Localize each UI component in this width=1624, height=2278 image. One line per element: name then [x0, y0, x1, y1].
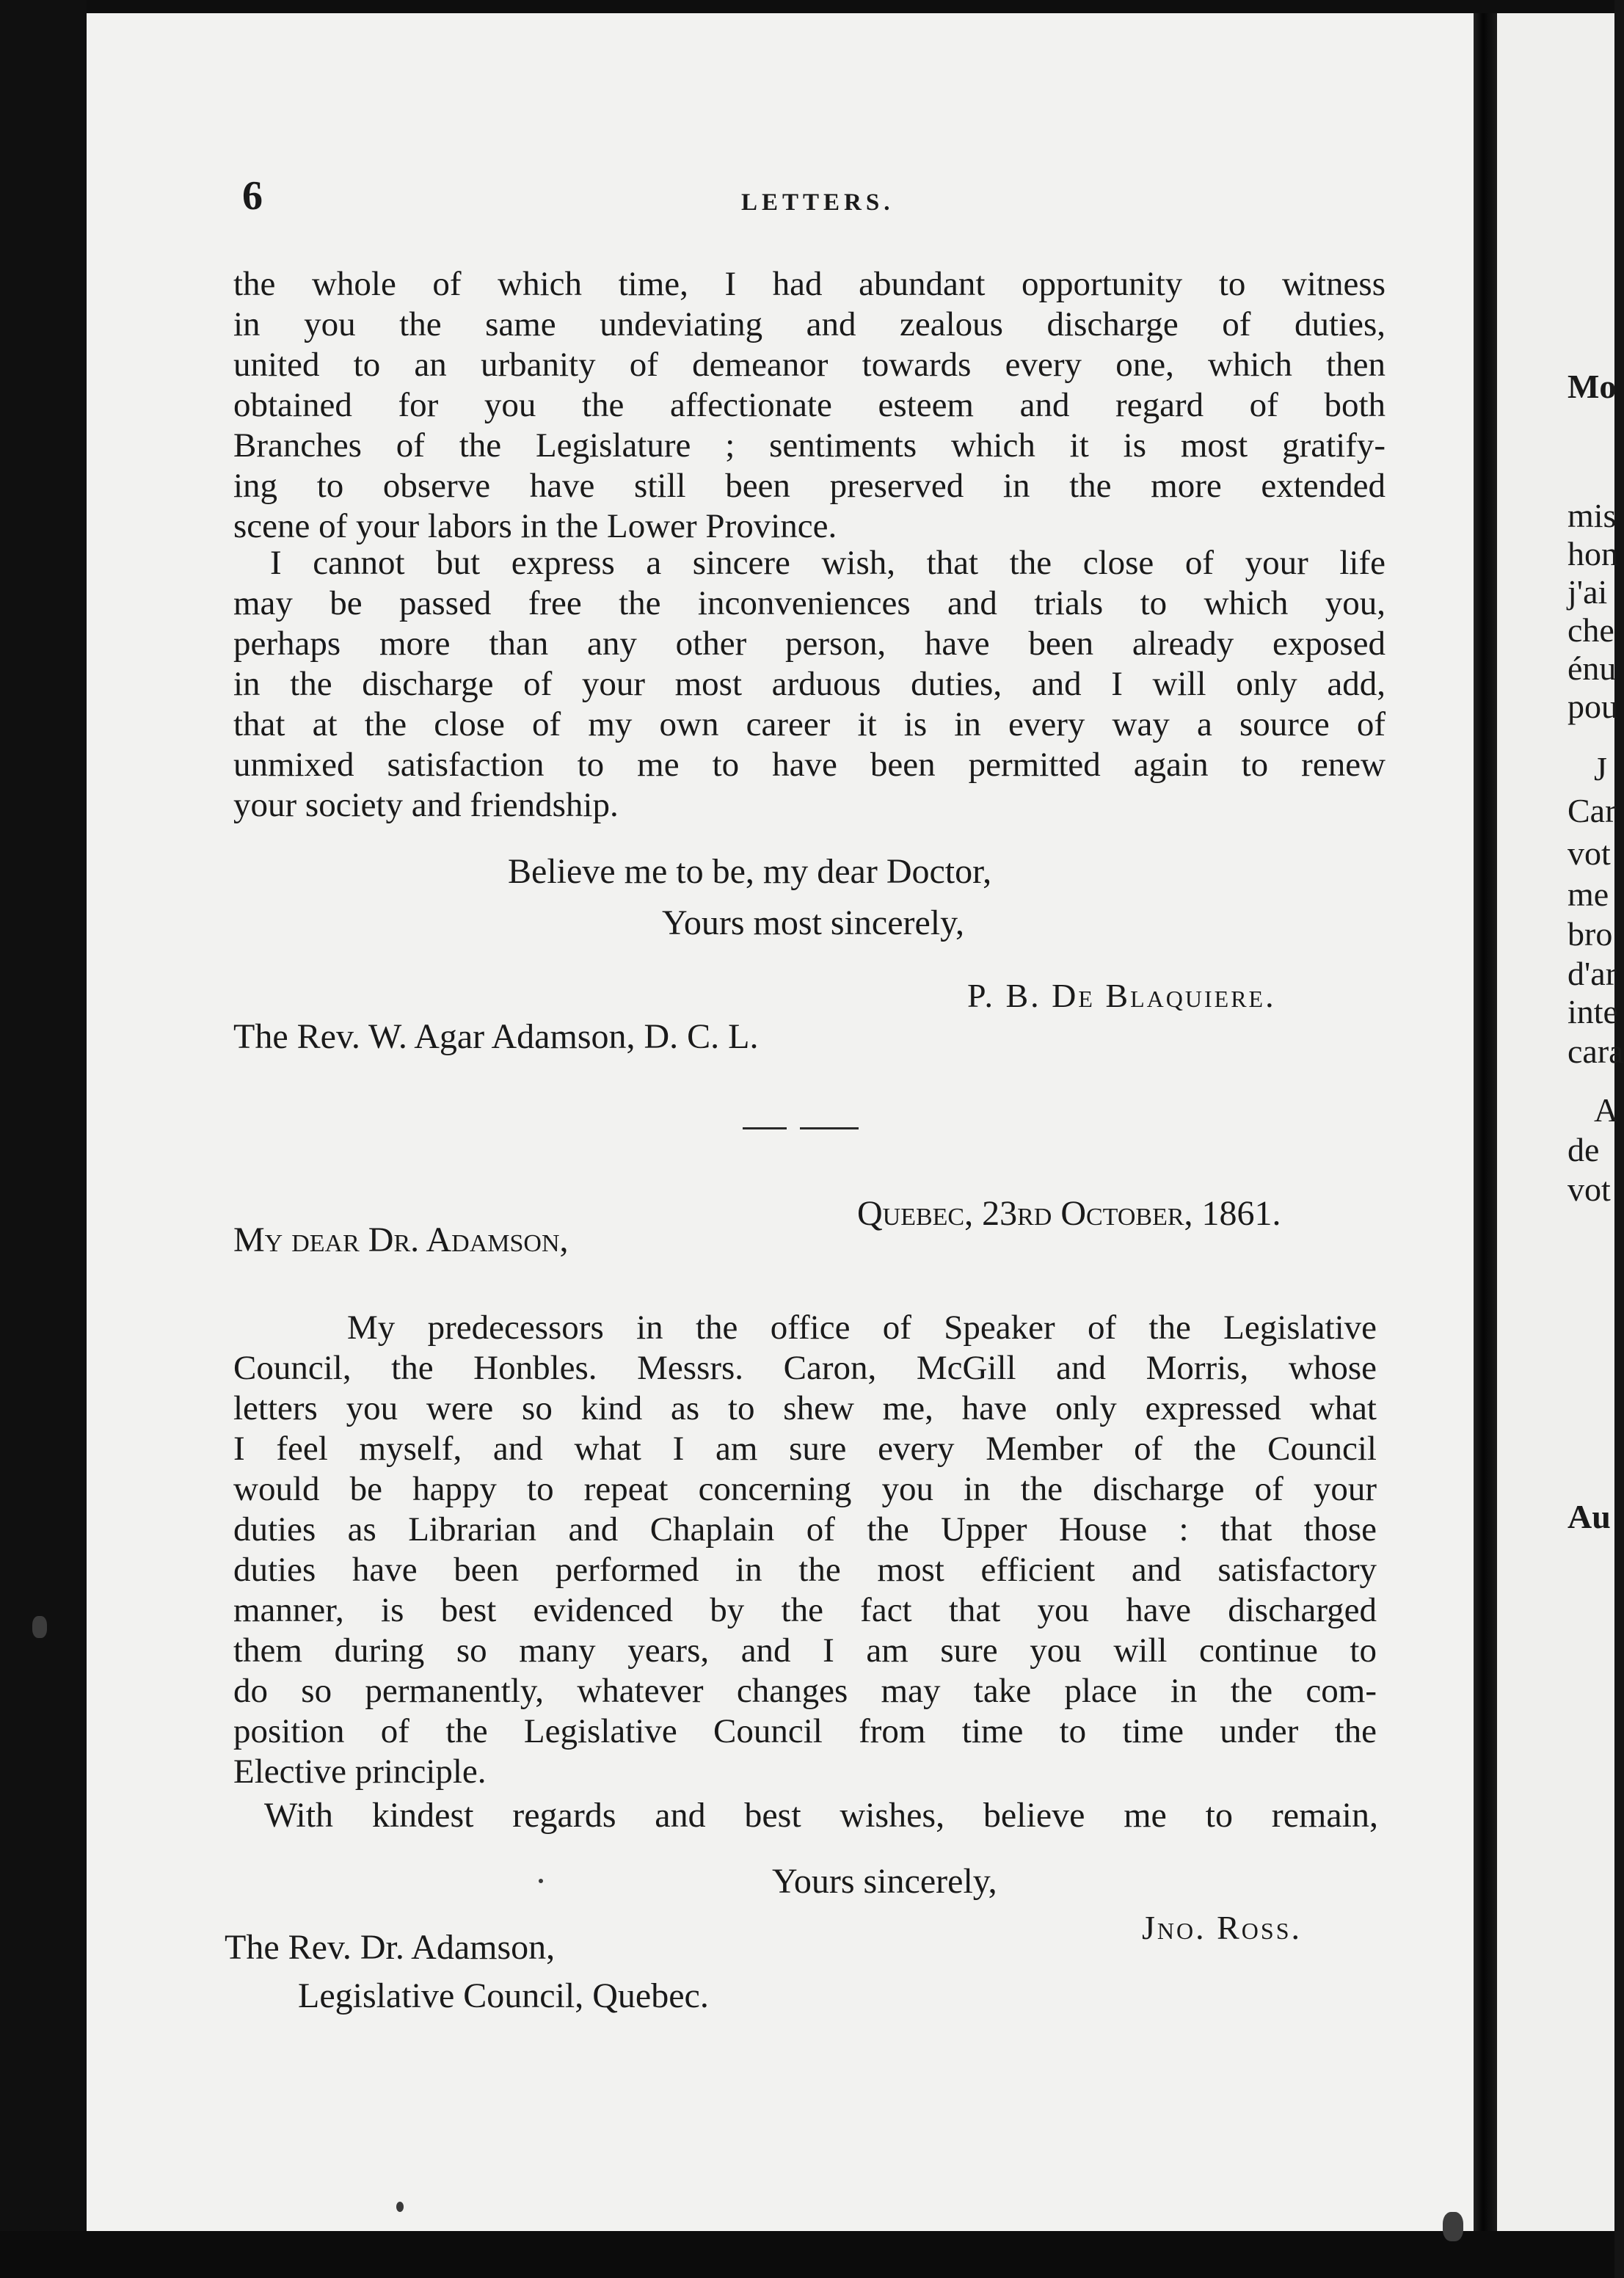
letter1-complimentary-close: Yours most sincerely, — [662, 903, 965, 942]
letter2-complimentary-close: Yours sincerely, — [772, 1862, 997, 1901]
text-line: manner, is best evidenced by the fact that you have discharged — [233, 1591, 1377, 1629]
facing-fragment: mis — [1567, 497, 1617, 534]
text-line: letters you were so kind as to shew me, have only expressed what — [233, 1389, 1377, 1427]
text-line: would be happy to repeat concerning you in the discharge of your — [233, 1470, 1377, 1508]
scan-speck — [396, 2202, 404, 2212]
text-line: in the discharge of your most arduous duties, and I will only add, — [233, 665, 1386, 703]
facing-fragment: che — [1567, 611, 1614, 649]
facing-fragment: de — [1567, 1131, 1600, 1168]
facing-fragment: pou — [1567, 688, 1618, 725]
facing-page-edge — [1497, 13, 1624, 2231]
facing-fragment: vot — [1567, 1171, 1611, 1208]
text-line: that at the close of my own career it is in every way a source of — [233, 705, 1386, 743]
letter2-place-date: Quebec, 23rd October, 1861. — [857, 1194, 1281, 1233]
letter1-closing: Believe me to be, my dear Doctor, — [508, 852, 992, 891]
text-line: position of the Legislative Council from time to time under the — [233, 1712, 1377, 1750]
facing-fragment: cara — [1567, 1033, 1624, 1070]
text-line: in you the same undeviating and zealous discharge of duties, — [233, 305, 1386, 343]
text-line: I feel myself, and what I am sure every Member of the Council — [233, 1430, 1377, 1468]
text-line: duties as Librarian and Chaplain of the Upper House : that those — [233, 1510, 1377, 1549]
facing-fragment: d'ar — [1567, 955, 1617, 992]
text-line: perhaps more than any other person, have been already exposed — [233, 625, 1386, 663]
text-line: Council, the Honbles. Messrs. Caron, McGill and Morris, whose — [233, 1349, 1377, 1387]
text-line: them during so many years, and I am sure you will continue to — [233, 1631, 1377, 1670]
scan-speck — [539, 1879, 543, 1883]
facing-fragment: Car — [1567, 792, 1617, 829]
text-line: the whole of which time, I had abundant opportunity to witness — [233, 265, 1386, 303]
scan-border-left — [0, 0, 87, 2278]
facing-fragment: bro — [1567, 915, 1613, 953]
book-gutter — [1474, 13, 1497, 2231]
facing-fragment: Au — [1567, 1498, 1611, 1535]
scan-smudge — [32, 1616, 47, 1638]
letter1-paragraph-1 — [233, 264, 1386, 547]
text-line: Elective principle. — [233, 1753, 487, 1791]
facing-fragment: hon — [1567, 535, 1618, 572]
letter2-closing: With kindest regards and best wishes, believe me to remain, — [264, 1796, 1378, 1835]
letter2-addressee-name: The Rev. Dr. Adamson, — [225, 1928, 556, 1967]
text-line: your society and friendship. — [233, 786, 619, 824]
text-line: unmixed satisfaction to me to have been permitted again to renew — [233, 746, 1386, 784]
facing-fragment: Mo — [1567, 368, 1617, 405]
text-line: duties have been performed in the most efficient and satisfactory — [233, 1551, 1377, 1589]
text-line: I cannot but express a sincere wish, that the close of your life — [270, 544, 1386, 582]
facing-fragment: A — [1594, 1091, 1619, 1129]
letter1-paragraph-2 — [233, 543, 1386, 826]
scan-border-bottom — [0, 2231, 1614, 2278]
text-line: united to an urbanity of demeanor towards every one, which then — [233, 346, 1386, 384]
scan-border-top — [0, 0, 1614, 13]
section-divider — [743, 1127, 787, 1129]
letter2-signature: Jno. Ross. — [1142, 1909, 1303, 1946]
text-line: obtained for you the affectionate esteem and regard of both — [233, 386, 1386, 424]
facing-fragment: énu — [1567, 649, 1617, 687]
facing-fragment: J — [1594, 750, 1607, 787]
letter2-addressee-place: Legislative Council, Quebec. — [298, 1976, 709, 2015]
section-divider — [800, 1127, 859, 1129]
text-line: may be passed free the inconveniences and trials to which you, — [233, 584, 1386, 622]
scan-smudge — [1443, 2212, 1463, 2241]
letter2-salutation: My dear Dr. Adamson, — [233, 1220, 569, 1259]
text-line: My predecessors in the office of Speaker of the Legislative — [347, 1309, 1377, 1347]
letter1-addressee: The Rev. W. Agar Adamson, D. C. L. — [233, 1017, 759, 1056]
facing-fragment: vot — [1567, 834, 1611, 872]
text-line: scene of your labors in the Lower Province. — [233, 507, 837, 545]
letter2-paragraph — [233, 1308, 1377, 1792]
text-line: Branches of the Legislature ; sentiments which it is most gratify- — [233, 426, 1386, 465]
page-number: 6 — [242, 173, 263, 219]
letter1-signature: P. B. De Blaquiere. — [967, 977, 1276, 1014]
facing-fragment: me — [1567, 876, 1609, 913]
facing-fragment: j'ai — [1567, 573, 1608, 611]
text-line: ing to observe have still been preserved in the more extended — [233, 467, 1386, 505]
running-title: LETTERS. — [741, 189, 895, 216]
text-line: do so permanently, whatever changes may take place in the com- — [233, 1672, 1377, 1710]
facing-fragment: inte — [1567, 993, 1618, 1030]
